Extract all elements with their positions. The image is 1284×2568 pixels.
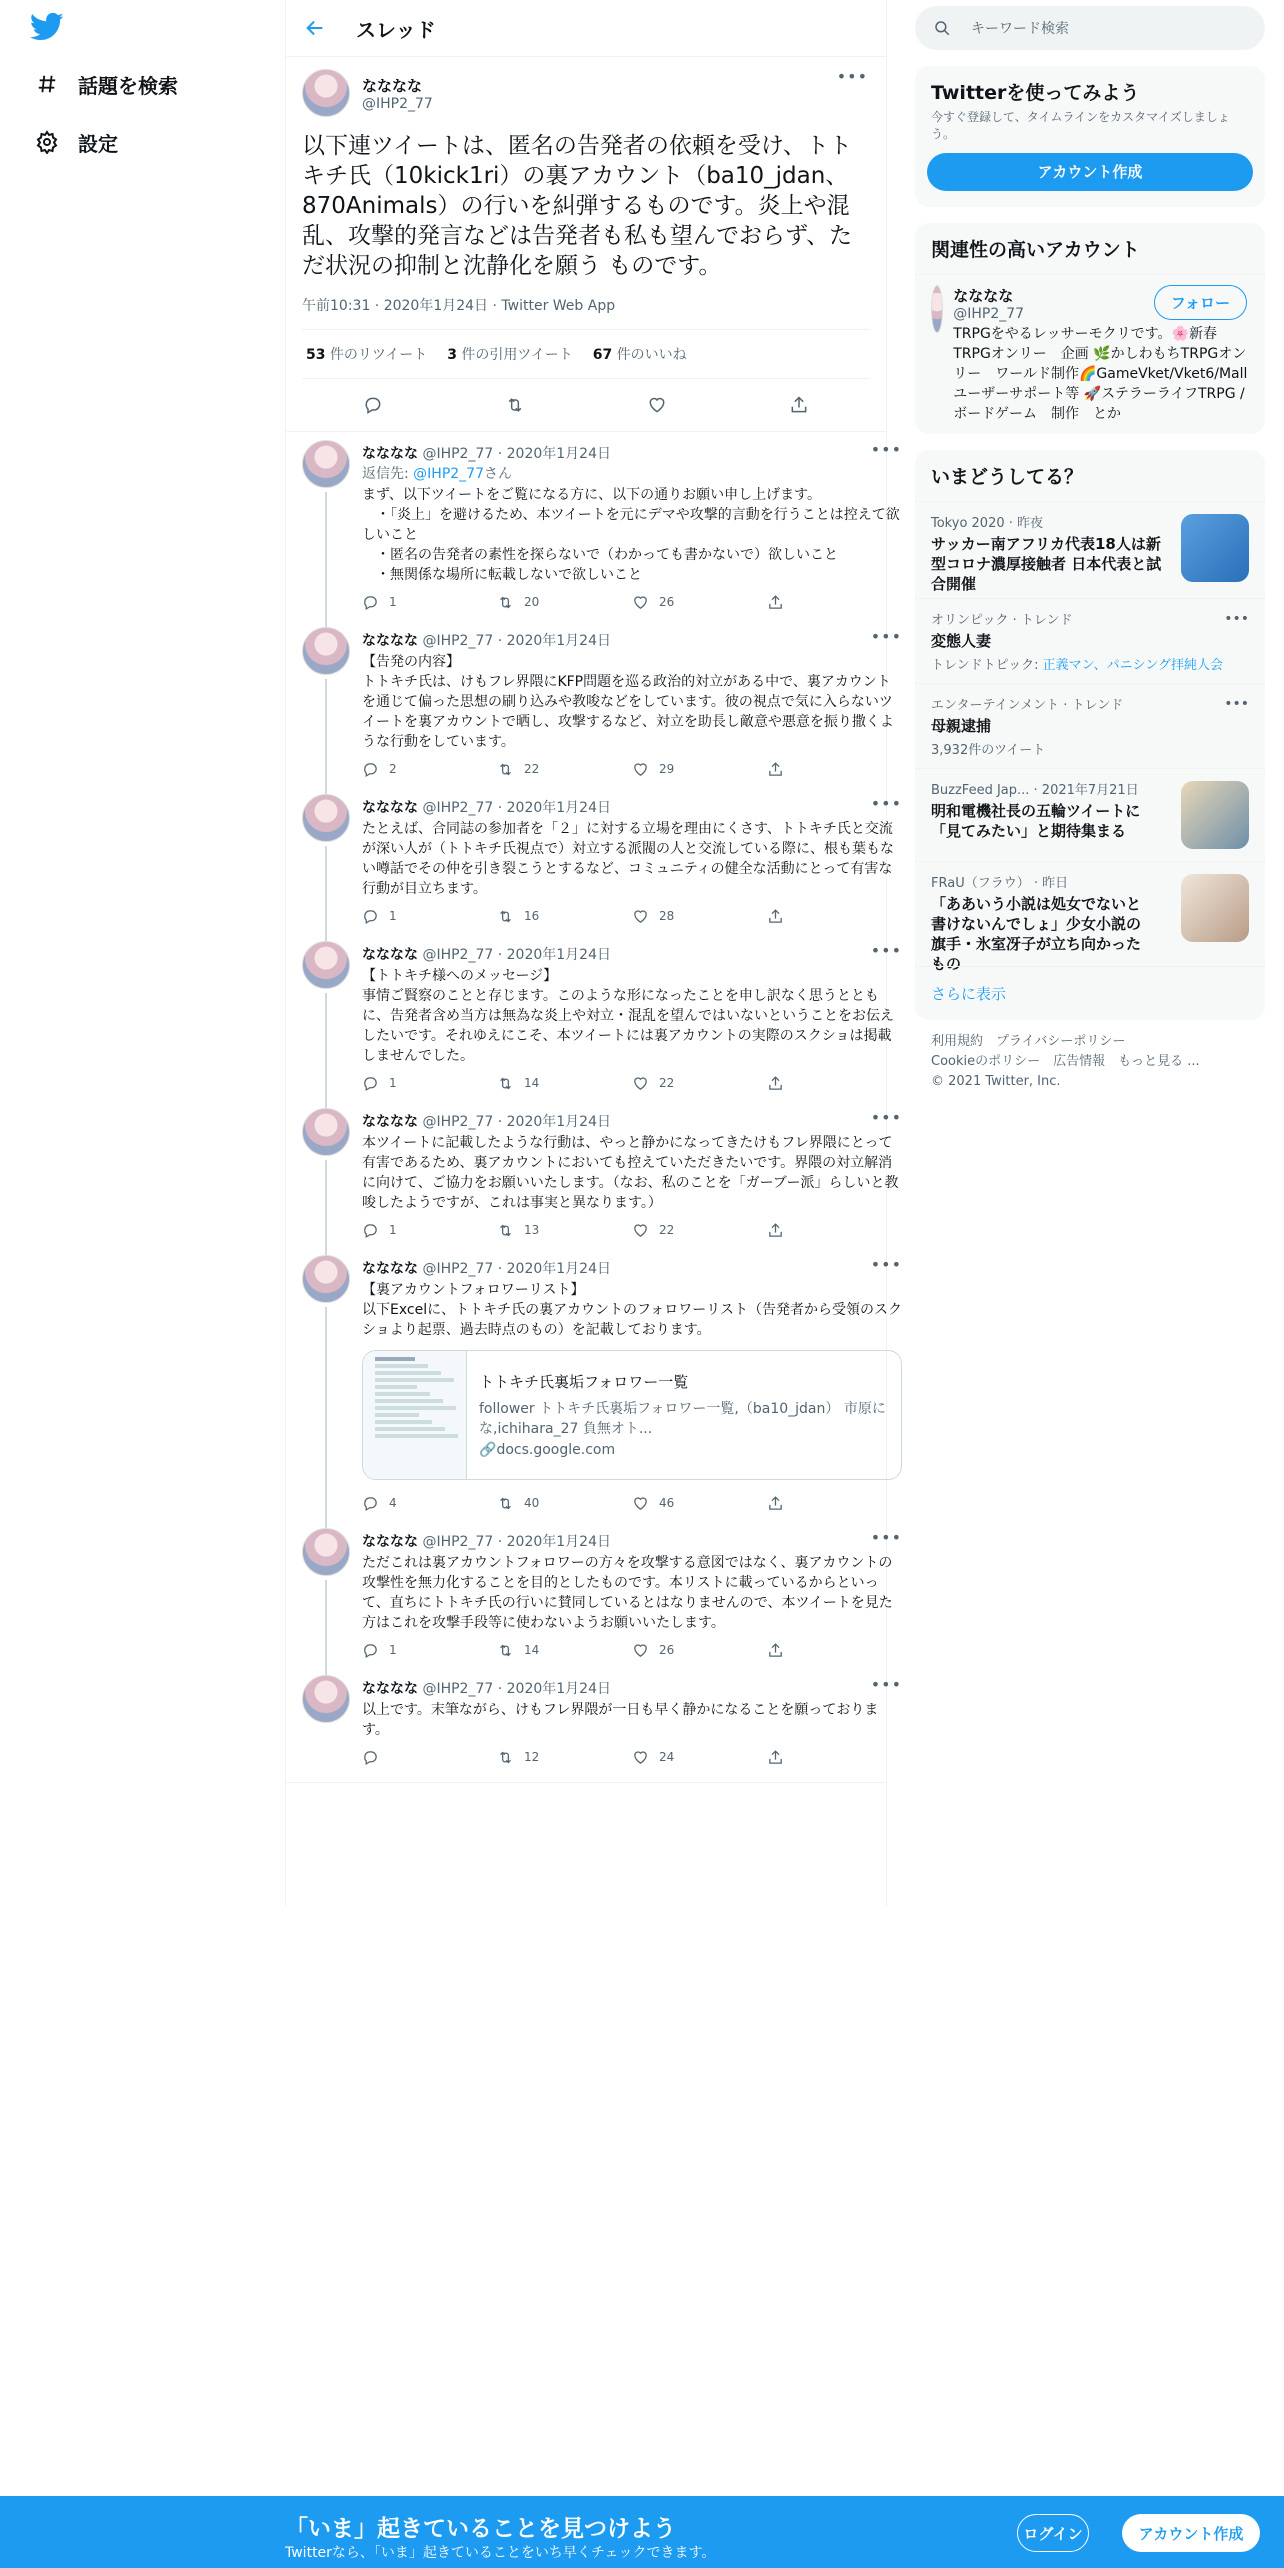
footer-line[interactable]: Cookieのポリシー 広告情報 もっと見る ... — [931, 1054, 1200, 1069]
avatar[interactable] — [302, 794, 350, 842]
trends-panel — [915, 450, 1265, 1020]
retweet-icon — [497, 1222, 514, 1239]
thread-line — [325, 1160, 327, 1255]
share-icon — [767, 1075, 784, 1092]
thread-line — [325, 1307, 327, 1528]
like-icon — [632, 1075, 649, 1092]
trend-category: BuzzFeed Jap... · 2021年7月21日 — [931, 783, 1139, 798]
share-icon — [767, 908, 784, 925]
search-placeholder: キーワード検索 — [971, 21, 1069, 37]
author-name[interactable]: なななな — [362, 1114, 418, 1130]
share-icon — [767, 1749, 784, 1766]
create-account-button[interactable]: アカウント作成 — [927, 153, 1253, 191]
like-icon[interactable] — [647, 395, 667, 415]
avatar[interactable] — [302, 1255, 350, 1303]
author-name[interactable]: なななな — [362, 446, 418, 462]
thread-line — [325, 492, 327, 627]
follow-button[interactable]: フォロー — [1154, 285, 1247, 320]
nav-explore-label: 話題を検索 — [78, 73, 178, 98]
reply-count: 1 — [389, 909, 397, 923]
trends-title: いまどうしてる？ — [931, 466, 1084, 488]
tweet-actions — [362, 585, 902, 619]
reply-count: 1 — [389, 1223, 397, 1237]
like-icon — [632, 1642, 649, 1659]
avatar[interactable] — [302, 627, 350, 675]
right-sidebar — [915, 0, 1265, 1104]
reply-button[interactable] — [362, 908, 497, 925]
reply-icon — [362, 594, 379, 611]
share-button[interactable] — [767, 1075, 902, 1092]
retweet-icon — [497, 1495, 514, 1512]
card-thumbnail — [363, 1351, 467, 1479]
reply-icon[interactable] — [363, 395, 383, 415]
share-icon — [767, 761, 784, 778]
retweet-count: 16 — [524, 909, 540, 923]
retweet-button[interactable] — [497, 1495, 632, 1512]
signup-panel-desc: 今すぐ登録して、タイムラインをカスタマイズしましょう。 — [931, 110, 1230, 141]
trend-category: オリンピック · トレンド — [931, 613, 1073, 628]
card-description: follower トトキチ氏裏垢フォロワー一覧,（ba10_jdan） 市原にな,ichihara_27 負無オト... — [479, 1401, 886, 1437]
share-button[interactable] — [767, 1642, 902, 1659]
login-button[interactable]: ログイン — [1017, 2514, 1089, 2552]
reply-tweet[interactable] — [286, 786, 902, 933]
author-handle-date[interactable]: @IHP2_77 · 2020年1月24日 — [422, 633, 611, 649]
reply-icon — [362, 1495, 379, 1512]
author-handle-date[interactable]: @IHP2_77 · 2020年1月24日 — [422, 1114, 611, 1130]
more-icon[interactable]: ••• — [836, 67, 868, 86]
trend-title: 明和電機社長の五輪ツイートに「見てみたい」と期待集まる — [931, 802, 1141, 840]
tweet-text: ただこれは裏アカウントフォロワーの方々を攻撃する意図ではなく、裏アカウントの攻撃性を無力化することを目的としたものです。本リストに載っているからといって、直ちにトトキチ氏の行いに賛同しているとはなりませんので、本ツイートを見た方はこれを攻撃手段等に使わないようお願いいたします。 — [362, 1555, 893, 1631]
avatar[interactable] — [302, 941, 350, 989]
tweet-actions — [286, 379, 886, 432]
tweet-text: 以上です。末筆ながら、けもフレ界隈が一日も早く静かになることを願っております。 — [362, 1702, 879, 1738]
share-button[interactable] — [767, 1495, 902, 1512]
share-button[interactable] — [767, 594, 902, 611]
tweet-text: 【告発の内容】 トトキチ氏は、けもフレ界隈にKFP問題を巡る政治的対立がある中で、裏アカウントを通じて偏った思想の刷り込みや教唆などをしています。彼の視点で気に入らないツイートを裏アカウントで晒し、攻撃するなど、対立を助長し敵意や悪意を振り撒くような行動をしています。 — [362, 654, 894, 750]
retweet-button[interactable] — [497, 761, 632, 778]
thread-line — [325, 993, 327, 1108]
author-handle-date[interactable]: @IHP2_77 · 2020年1月24日 — [422, 1534, 611, 1550]
like-button[interactable] — [632, 1495, 767, 1512]
author-name[interactable]: なななな — [362, 1534, 418, 1550]
like-button[interactable] — [632, 1749, 767, 1766]
avatar[interactable] — [302, 1108, 350, 1156]
related-avatar[interactable] — [931, 285, 943, 333]
search-icon — [933, 19, 951, 37]
like-icon — [632, 1495, 649, 1512]
retweet-button[interactable] — [497, 1075, 632, 1092]
like-count[interactable]: 67 件のいいね — [592, 347, 687, 363]
like-count: 26 — [659, 595, 675, 609]
reply-icon — [362, 908, 379, 925]
divider — [286, 1774, 886, 1783]
avatar[interactable] — [302, 440, 350, 488]
reply-tweet[interactable] — [286, 432, 902, 619]
nav-explore[interactable] — [34, 64, 178, 104]
author-name[interactable]: なななな — [362, 1261, 418, 1277]
author-handle-date[interactable]: @IHP2_77 · 2020年1月24日 — [422, 800, 611, 816]
show-more-link[interactable]: さらに表示 — [915, 966, 1265, 1020]
share-icon — [767, 594, 784, 611]
footer-line[interactable]: 利用規約 プライバシーポリシー — [931, 1034, 1126, 1049]
author-name[interactable]: なななな — [362, 76, 423, 95]
retweet-icon — [497, 1642, 514, 1659]
trend-tweet-count: 3,932件のツイート — [931, 743, 1046, 758]
author-name[interactable]: なななな — [362, 800, 418, 816]
trend-image — [1181, 874, 1249, 942]
trend-title: 「ああいう小説は処女でないと書けないんでしょ」少女小説の旗手・氷室冴子が立ち向かったもの — [931, 895, 1142, 973]
copyright: © 2021 Twitter, Inc. — [931, 1074, 1061, 1089]
trend-item[interactable] — [915, 501, 1265, 598]
like-button[interactable] — [632, 1642, 767, 1659]
reply-icon — [362, 1749, 379, 1766]
thread-line — [325, 1580, 327, 1675]
reply-tweet[interactable] — [286, 619, 902, 786]
author-handle-date[interactable]: @IHP2_77 · 2020年1月24日 — [422, 1681, 611, 1697]
tweet-stats — [302, 329, 870, 379]
trend-image — [1181, 514, 1249, 582]
retweet-count: 14 — [524, 1076, 540, 1090]
reply-button[interactable] — [362, 1495, 497, 1512]
back-arrow-icon[interactable] — [304, 17, 326, 39]
trend-category: エンターテインメント · トレンド — [931, 698, 1124, 713]
trend-item[interactable] — [915, 768, 1265, 861]
share-button[interactable] — [767, 908, 902, 925]
main-tweet — [286, 57, 886, 432]
hashtag-icon — [34, 71, 60, 97]
author-handle[interactable]: @IHP2_77 — [362, 95, 433, 112]
trend-item[interactable] — [915, 861, 1265, 973]
tweet-text: まず、以下ツイートをご覧になる方に、以下の通りお願い申し上げます。 ・「炎上」を避けるため、本ツイートを元にデマや攻撃的言動を行うことは控えて欲しいこと ・匿名の告発者の素性を探らないで（わかっても書かないで）欲しいこと ・無関係な場所に転載しないで欲しいこと — [362, 487, 900, 583]
like-count: 22 — [659, 1076, 675, 1090]
tweet-actions — [362, 1066, 902, 1100]
retweet-count: 13 — [524, 1223, 540, 1237]
reply-button[interactable] — [362, 1642, 497, 1659]
like-count: 26 — [659, 1643, 675, 1657]
reply-count: 4 — [389, 1496, 397, 1510]
signup-panel-title: Twitterを使ってみよう — [931, 82, 1140, 104]
tweet-actions — [362, 1740, 902, 1774]
retweet-count: 14 — [524, 1643, 540, 1657]
reply-icon — [362, 761, 379, 778]
signup-button[interactable]: アカウント作成 — [1122, 2514, 1260, 2552]
more-icon[interactable]: ••• — [870, 941, 902, 960]
like-icon — [632, 761, 649, 778]
tweet-actions — [362, 1486, 902, 1520]
reply-list — [286, 432, 902, 1783]
tweet-text: たとえば、合同誌の参加者を「２」に対する立場を理由にくさす、トトキチ氏と交流が深い人が（トトキチ氏視点で）対立する派閥の人と交流している際に、根も葉もない噂話でその仲を引き裂こうとするなど、コミュニティの健全な活動にとって有害な行動が目立ちます。 — [362, 821, 894, 897]
reply-count: 1 — [389, 1076, 397, 1090]
trend-category: FRaU（フラウ） · 昨日 — [931, 876, 1069, 891]
reply-button[interactable] — [362, 761, 497, 778]
thread-header — [286, 0, 886, 57]
retweet-button[interactable] — [497, 594, 632, 611]
related-handle[interactable]: @IHP2_77 — [953, 306, 1025, 322]
like-button[interactable] — [632, 1075, 767, 1092]
card-title: トトキチ氏裏垢フォロワー一覧 — [479, 1373, 689, 1391]
tweet-actions — [362, 752, 902, 786]
related-bio: TRPGをやるレッサーモクリです。🌸新春TRPGオンリー 企画 🌿かしわもちTRPGオンリー ワールド制作🌈GameVket/Vket6/Mall ユーザーサポート等 🚀ステラーライフTRPG / ボードゲーム 制作 とか — [953, 326, 1262, 422]
more-icon[interactable]: ••• — [870, 1108, 902, 1127]
nav-settings-label: 設定 — [78, 131, 118, 156]
author-name[interactable]: なななな — [362, 1681, 418, 1697]
share-button[interactable] — [767, 1749, 902, 1766]
retweet-icon — [497, 1075, 514, 1092]
retweet-button[interactable] — [497, 1222, 632, 1239]
trend-item[interactable] — [915, 683, 1265, 768]
retweet-icon[interactable] — [505, 395, 525, 415]
more-icon[interactable]: ••• — [1224, 696, 1249, 712]
tweet-text: 【トトキチ様へのメッセージ】 事情ご賢察のことと存じます。このような形になったことを申し訳なく思うとともに、告発者含め当方は無為な炎上や対立・混乱を望んではいないということをお伝えしたいです。それゆえにこそ、本ツイートには裏アカウントの実際のスクショは掲載しませんでした。 — [362, 968, 894, 1064]
reply-count: 2 — [389, 762, 397, 776]
retweet-count: 20 — [524, 595, 540, 609]
reply-button[interactable] — [362, 1222, 497, 1239]
like-count: 22 — [659, 1223, 675, 1237]
like-count: 46 — [659, 1496, 675, 1510]
reply-button[interactable] — [362, 1749, 497, 1766]
trend-title: 変態人妻 — [931, 632, 992, 650]
more-icon[interactable]: ••• — [1224, 611, 1249, 627]
bottom-bar-title: 「いま」起きていることを見つけよう — [285, 2516, 676, 2542]
avatar[interactable] — [302, 1528, 350, 1576]
more-icon[interactable]: ••• — [870, 440, 902, 459]
reply-tweet[interactable] — [286, 1520, 902, 1667]
tweet-actions — [362, 1213, 902, 1247]
like-icon — [632, 1222, 649, 1239]
tweet-text: 本ツイートに記載したような行動は、やっと静かになってきたけもフレ界隈にとって有害であるため、裏アカウントにおいても控えていただきたいです。界隈の対立解消に向けて、ご協力をお願いいたします。（なお、私のことを「ガーブー派」らしいと教唆したようですが、これは事実と異なります。） — [362, 1135, 899, 1211]
more-icon[interactable]: ••• — [870, 627, 902, 646]
like-count: 29 — [659, 762, 675, 776]
like-button[interactable] — [632, 594, 767, 611]
related-title: 関連性の高いアカウント — [931, 239, 1140, 261]
related-account[interactable] — [915, 274, 1265, 434]
reply-tweet[interactable] — [286, 933, 902, 1100]
trend-category: Tokyo 2020 · 昨夜 — [931, 516, 1044, 531]
retweet-button[interactable] — [497, 1749, 632, 1766]
like-button[interactable] — [632, 1222, 767, 1239]
reply-tweet[interactable] — [286, 1247, 902, 1520]
footer-links — [915, 1020, 1265, 1104]
share-icon[interactable] — [789, 395, 809, 415]
tweet-actions — [362, 1633, 902, 1667]
retweet-icon — [497, 908, 514, 925]
tweet-timestamp[interactable]: 午前10:31 · 2020年1月24日 · Twitter Web App — [302, 298, 616, 314]
share-button[interactable] — [767, 1222, 902, 1239]
signup-panel — [915, 66, 1265, 207]
retweet-count[interactable]: 53 件のリツイート — [306, 347, 428, 363]
trend-image — [1181, 781, 1249, 849]
author-name[interactable]: なななな — [362, 947, 418, 963]
search-input[interactable] — [915, 6, 1265, 50]
replying-to: 返信先: @IHP2_77さん — [362, 466, 512, 482]
related-accounts-panel — [915, 223, 1265, 434]
retweet-icon — [497, 761, 514, 778]
avatar[interactable] — [302, 1675, 350, 1723]
share-icon — [767, 1495, 784, 1512]
more-icon[interactable]: ••• — [870, 1528, 902, 1547]
like-icon — [632, 908, 649, 925]
link-icon: 🔗 — [479, 1442, 497, 1458]
reply-button[interactable] — [362, 594, 497, 611]
bottom-signup-bar — [0, 2496, 1284, 2568]
reply-icon — [362, 1222, 379, 1239]
retweet-button[interactable] — [497, 908, 632, 925]
thread-column — [285, 0, 902, 1906]
reply-count: 1 — [389, 1643, 397, 1657]
share-button[interactable] — [767, 761, 902, 778]
like-icon — [632, 1749, 649, 1766]
bottom-bar-subtitle: Twitterなら、「いま」起きていることをいち早くチェックできます。 — [285, 2545, 716, 2561]
like-icon — [632, 594, 649, 611]
more-icon[interactable]: ••• — [870, 1675, 902, 1694]
reply-tweet[interactable] — [286, 1100, 902, 1247]
related-name[interactable]: なななな — [953, 287, 1014, 305]
avatar[interactable] — [302, 69, 350, 117]
reply-count: 1 — [389, 595, 397, 609]
link-card[interactable] — [362, 1350, 902, 1480]
thread-line — [325, 679, 327, 794]
share-icon — [767, 1642, 784, 1659]
reply-tweet[interactable] — [286, 1667, 902, 1774]
author-handle-date[interactable]: @IHP2_77 · 2020年1月24日 — [422, 446, 611, 462]
retweet-button[interactable] — [497, 1642, 632, 1659]
reply-icon — [362, 1642, 379, 1659]
author-name[interactable]: なななな — [362, 633, 418, 649]
reply-to-user-link[interactable]: @IHP2_77 — [413, 466, 484, 482]
like-button[interactable] — [632, 908, 767, 925]
trend-sub-label: トレンドトピック: — [931, 658, 1043, 673]
like-count: 28 — [659, 909, 675, 923]
trend-title: 母親逮捕 — [931, 717, 992, 735]
tweet-text: 【裏アカウントフォロワーリスト】 以下Excelに、トトキチ氏の裏アカウントのフォロワーリスト（告発者から受領のスクショより起票、過去時点のもの）を記載しております。 — [362, 1282, 902, 1338]
tweet-actions — [362, 899, 902, 933]
trend-title: サッカー南アフリカ代表18人は新型コロナ濃厚接触者 日本代表と試合開催 — [931, 535, 1162, 593]
quote-count[interactable]: 3 件の引用ツイート — [447, 347, 573, 363]
retweet-count: 22 — [524, 762, 540, 776]
reply-button[interactable] — [362, 1075, 497, 1092]
gear-icon — [34, 129, 60, 155]
author-handle-date[interactable]: @IHP2_77 · 2020年1月24日 — [422, 1261, 611, 1277]
more-icon[interactable]: ••• — [870, 1255, 902, 1274]
retweet-icon — [497, 594, 514, 611]
like-count: 24 — [659, 1750, 675, 1764]
tweet-text: 以下連ツイートは、匿名の告発者の依頼を受け、トトキチ氏（10kick1ri）の裏アカウント（ba10_jdan、870Animals）の行いを糾弾するものです。炎上や混乱、攻撃的発言などは告発者も私も望んでおらず、ただ状況の抑制と沈静化を願う ものです。 — [302, 133, 853, 279]
page-title: スレッド — [356, 17, 436, 42]
retweet-count: 12 — [524, 1750, 540, 1764]
retweet-icon — [497, 1749, 514, 1766]
thread-line — [325, 846, 327, 941]
like-button[interactable] — [632, 761, 767, 778]
nav-settings[interactable] — [34, 122, 118, 162]
author-handle-date[interactable]: @IHP2_77 · 2020年1月24日 — [422, 947, 611, 963]
trend-item[interactable] — [915, 598, 1265, 683]
share-icon — [767, 1222, 784, 1239]
reply-icon — [362, 1075, 379, 1092]
trend-topic-link[interactable]: 正義マン、パニシング拝純人会 — [1042, 658, 1224, 673]
card-domain: docs.google.com — [496, 1442, 616, 1458]
more-icon[interactable]: ••• — [870, 794, 902, 813]
twitter-bird-icon[interactable] — [30, 12, 64, 42]
retweet-count: 40 — [524, 1496, 540, 1510]
